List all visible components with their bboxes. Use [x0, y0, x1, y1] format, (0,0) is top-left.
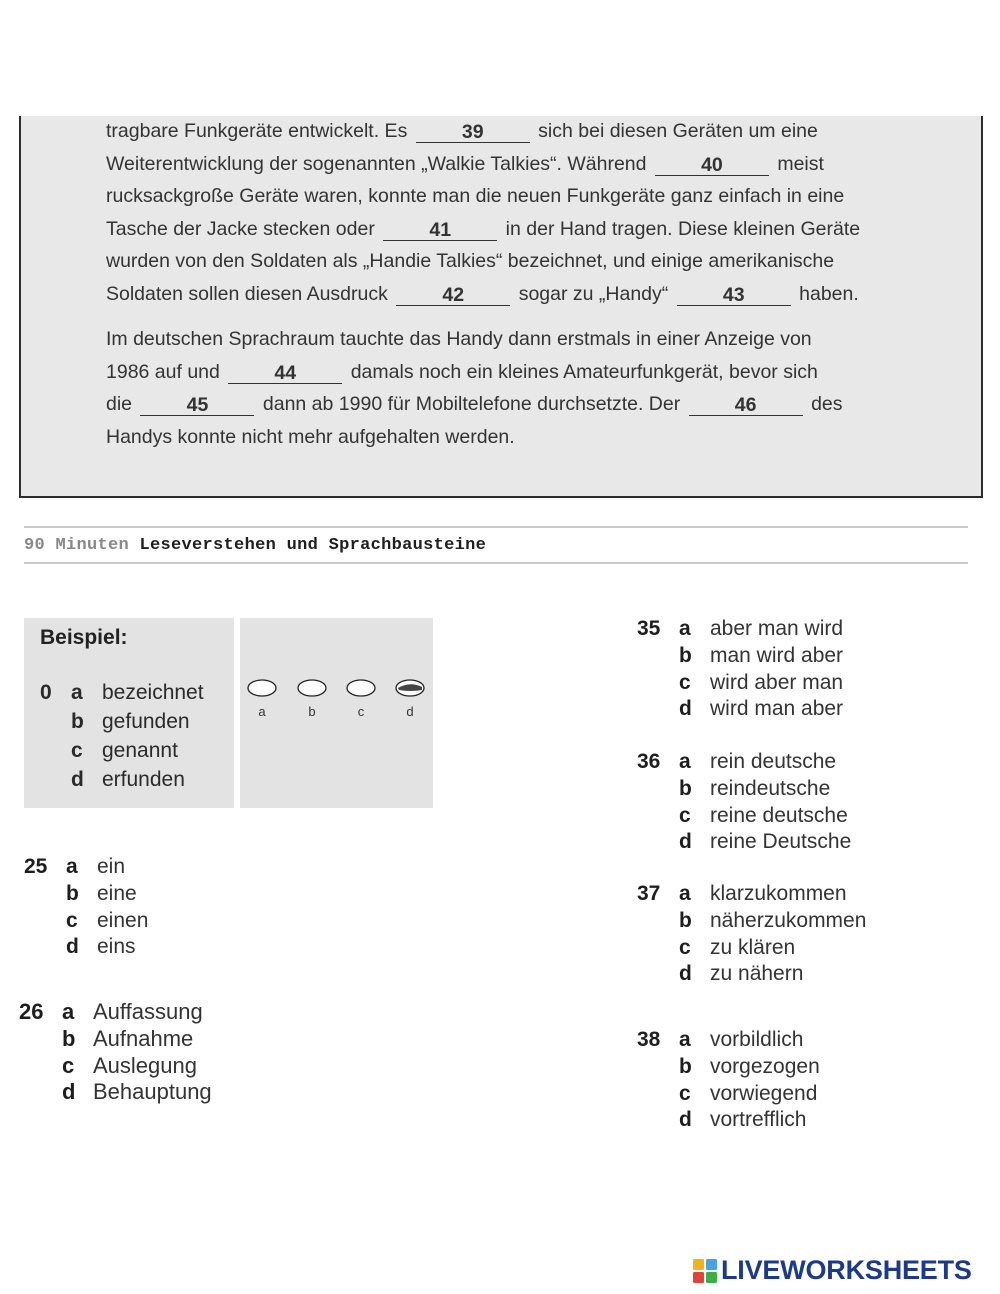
option-text: bezeichnet — [102, 680, 204, 704]
header-rule-bottom — [24, 562, 968, 564]
passage-text: wurden von den Soldaten als „Handie Talkies“ bezeichnet, und einige amerikanische — [106, 250, 835, 273]
gap-40: 40 — [655, 155, 769, 176]
passage-text: Tasche der Jacke stecken oder — [106, 217, 375, 240]
passage-text: des — [811, 393, 843, 416]
option-letter: b — [679, 644, 692, 668]
answer-sheet-example — [240, 618, 433, 808]
passage-text: die — [106, 393, 133, 416]
passage-text: sich bei diesen Geräten um eine — [538, 120, 818, 142]
option-text: eine — [97, 882, 137, 906]
reading-passage-box — [19, 116, 983, 498]
option-text: rein deutsche — [710, 750, 837, 774]
option-letter: b — [66, 882, 79, 906]
answer-bubble-c — [346, 679, 376, 697]
passage-paragraph-2 — [106, 323, 843, 453]
passage-paragraph-1 — [106, 115, 860, 311]
passage-text: Im deutschen Sprachraum tauchte das Handy dann erstmals in einer Anzeige von — [106, 328, 812, 350]
option-text: näherzukommen — [710, 909, 867, 933]
option-letter: a — [62, 999, 75, 1025]
question-number: 38 — [637, 1028, 661, 1052]
question-26 — [19, 999, 212, 1106]
option-letter: d — [679, 697, 692, 721]
option-letter: d — [71, 767, 84, 791]
question-number: 36 — [637, 750, 661, 774]
option-text: reine Deutsche — [710, 830, 852, 854]
question-number: 37 — [637, 882, 661, 906]
option-text: Auffassung — [93, 999, 203, 1025]
option-letter: a — [679, 617, 691, 641]
option-letter: d — [66, 935, 79, 959]
question-number: 26 — [19, 999, 44, 1025]
question-number: 35 — [637, 617, 661, 641]
gap-45: 45 — [140, 395, 254, 416]
section-header — [24, 536, 486, 555]
option-text: gefunden — [102, 709, 190, 733]
option-letter: c — [679, 1081, 691, 1105]
option-text: einen — [97, 908, 149, 932]
header-rule-top — [24, 526, 968, 528]
option-text: eins — [97, 935, 136, 959]
option-text: Aufnahme — [93, 1026, 194, 1052]
option-text: vortrefflich — [710, 1108, 807, 1132]
answer-bubble-b — [297, 679, 327, 697]
option-text: reine deutsche — [710, 803, 848, 827]
passage-text: Soldaten sollen diesen Ausdruck — [106, 282, 388, 305]
gap-46: 46 — [689, 395, 803, 416]
option-letter: b — [62, 1026, 76, 1052]
option-text: wird man aber — [710, 697, 844, 721]
option-letter: b — [71, 709, 84, 733]
option-letter: c — [679, 670, 691, 694]
passage-text: meist — [777, 152, 824, 175]
option-letter: a — [66, 855, 78, 879]
option-letter: d — [679, 830, 692, 854]
example-option-a — [40, 678, 204, 707]
liveworksheets-logo-icon — [693, 1259, 717, 1283]
bubble-label-b: b — [308, 704, 316, 719]
answer-bubble-d-filled — [395, 679, 425, 697]
option-text: vorgezogen — [710, 1055, 820, 1079]
bubble-label-a: a — [258, 704, 266, 719]
gap-44: 44 — [228, 363, 342, 384]
option-letter: c — [679, 803, 691, 827]
example-number: 0 — [40, 680, 52, 704]
gap-39: 39 — [416, 122, 530, 143]
header-title: Leseverstehen und Sprachbausteine — [139, 536, 487, 555]
option-letter: d — [679, 962, 692, 986]
option-letter: b — [679, 777, 692, 801]
option-letter: b — [679, 909, 692, 933]
option-letter: c — [679, 935, 691, 959]
option-text: zu nähern — [710, 962, 804, 986]
bubble-label-c: c — [357, 704, 365, 719]
passage-text: 1986 auf und — [106, 360, 220, 383]
option-text: Auslegung — [93, 1052, 197, 1078]
option-letter: c — [71, 738, 83, 762]
option-letter: a — [679, 1028, 691, 1052]
option-text: erfunden — [102, 767, 185, 791]
passage-text: in der Hand tragen. Diese kleinen Geräte — [505, 217, 861, 240]
header-minutes: 90 Minuten — [24, 536, 130, 555]
option-text: vorbildlich — [710, 1028, 804, 1052]
liveworksheets-logo — [693, 1255, 972, 1286]
option-text: reindeutsche — [710, 777, 831, 801]
option-text: genannt — [102, 738, 178, 762]
passage-text: sogar zu „Handy“ — [518, 282, 669, 305]
passage-text: dann ab 1990 für Mobiltelefone durchsetzte. Der — [262, 393, 681, 416]
passage-text: rucksackgroße Geräte waren, konnte man die neuen Funkgeräte ganz einfach in eine — [106, 185, 845, 208]
option-text: wird aber man — [710, 670, 844, 694]
question-38 — [637, 1027, 820, 1134]
passage-text: haben. — [799, 282, 859, 305]
option-letter: c — [66, 908, 78, 932]
option-letter: a — [679, 882, 691, 906]
passage-text: Handys konnte nicht mehr aufgehalten werden. — [106, 425, 515, 448]
option-text: vorwiegend — [710, 1081, 818, 1105]
passage-text: damals noch ein kleines Amateurfunkgerät, bevor sich — [350, 360, 818, 383]
option-letter: d — [62, 1079, 76, 1105]
example-title: Beispiel: — [40, 626, 128, 649]
question-37 — [637, 881, 866, 988]
option-text: Behauptung — [93, 1079, 212, 1105]
question-36 — [637, 749, 851, 856]
question-35 — [637, 616, 843, 723]
answer-bubble-a — [247, 679, 277, 697]
example-option-b — [40, 707, 204, 736]
option-letter: a — [679, 750, 691, 774]
gap-42: 42 — [396, 285, 510, 306]
passage-text: Weiterentwicklung der sogenannten „Walkie Talkies“. Während — [106, 152, 647, 175]
option-text: zu klären — [710, 935, 796, 959]
option-text: ein — [97, 855, 126, 879]
option-letter: d — [679, 1108, 692, 1132]
option-letter: b — [679, 1055, 692, 1079]
bubble-label-d: d — [406, 704, 414, 719]
option-letter: a — [71, 680, 83, 704]
example-options — [40, 678, 204, 794]
option-text: klarzukommen — [710, 882, 847, 906]
question-number: 25 — [24, 855, 48, 879]
example-box — [24, 618, 234, 808]
example-option-c — [40, 736, 204, 765]
gap-41: 41 — [383, 220, 497, 241]
passage-text: tragbare Funkgeräte entwickelt. Es — [106, 120, 408, 142]
option-text: man wird aber — [710, 644, 844, 668]
gap-43: 43 — [677, 285, 791, 306]
example-option-d — [40, 765, 204, 794]
logo-text: LIVEWORKSHEETS — [721, 1255, 972, 1285]
option-text: aber man wird — [710, 617, 844, 641]
option-letter: c — [62, 1052, 75, 1078]
question-25 — [24, 854, 148, 961]
